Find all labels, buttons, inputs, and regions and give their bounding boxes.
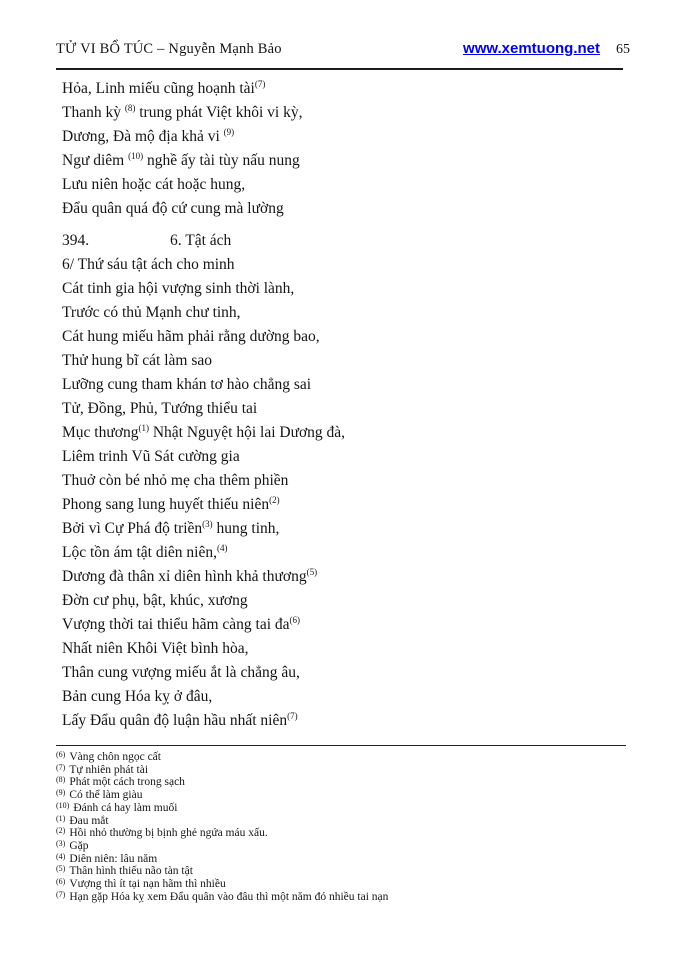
footnote-text: Có thể làm giàu <box>69 789 143 802</box>
page-number: 65 <box>616 42 630 57</box>
footnote-marker: (3) <box>56 838 66 848</box>
footnote-marker: (6) <box>56 750 66 759</box>
poem-body <box>62 77 646 733</box>
poem-line: Thanh kỳ $^{(8)}$ trung phát Việt khôi vi kỳ, <box>62 103 303 121</box>
poem-line: Bởi vì Cự Phá độ triền$^{(3)}$ hung tinh, <box>62 519 280 537</box>
poem-line: Thân cung vượng miếu ắt là chẳng âu, <box>62 664 300 681</box>
poem-line: Đờn cư phụ, bật, khúc, xương <box>62 592 248 609</box>
stanza-2 <box>62 253 646 733</box>
footnote-ref: (10) <box>128 151 144 161</box>
poem-line: Bản cung Hóa kỵ ở đâu, <box>62 688 213 705</box>
stanza-1 <box>62 77 646 221</box>
footnote-ref: (5) <box>306 567 318 577</box>
footnote-line <box>56 827 646 840</box>
footnote-text: Vàng chôn ngọc cất <box>69 751 161 763</box>
poem-line: Lưỡng cung tham khán tơ hào chẳng sai <box>62 376 312 393</box>
footnote-line <box>56 840 646 853</box>
section-number: 394. <box>62 232 90 249</box>
poem-line: Ngư diêm $^{(10)}$ nghề ấy tài tùy nấu nung <box>62 151 300 169</box>
footnote-line <box>56 764 646 777</box>
footnote-ref: (4) <box>216 543 228 553</box>
poem-line: Cát hung miếu hãm phải rằng dường bao, <box>62 328 320 345</box>
poem-line: Lấy Đẩu quân độ luận hầu nhất niên$^{(7)}$ <box>62 711 298 729</box>
section-heading <box>62 229 646 253</box>
poem-line: 6/ Thứ sáu tật ách cho minh <box>62 256 235 273</box>
poem-line: Nhất niên Khôi Việt bình hòa, <box>62 640 249 657</box>
poem-line: Lưu niên hoặc cát hoặc hung, <box>62 176 246 193</box>
poem-line: Mục thương$^{(1)}$ Nhật Nguyệt hội lai Dương đà, <box>62 423 346 441</box>
poem-line: Vượng thời tai thiểu hãm càng tai $đa^{(6)}$ <box>62 615 301 633</box>
footnote-line <box>56 853 646 866</box>
footnote-marker: (1) <box>56 813 66 823</box>
footnote-text: Đánh cá hay làm muối <box>73 801 178 814</box>
footnote-line <box>56 789 646 802</box>
footnote-ref: (7) <box>254 79 266 89</box>
website-link[interactable]: www.xemtuong.net <box>463 40 600 57</box>
footnote-ref: (3) <box>202 519 213 529</box>
poem-line: Dương, Đà mộ địa khả vi $^{(9)}$ <box>62 127 235 145</box>
footnote-ref: (9) <box>223 127 235 137</box>
header-divider <box>56 68 623 70</box>
poem-line: Tử, Đồng, Phủ, Tướng thiểu tai <box>62 400 258 417</box>
poem-line: Thuở còn bé nhỏ mẹ cha thêm phiền <box>62 472 289 489</box>
footnote-text: Tự nhiên phát tài <box>69 763 149 776</box>
book-title: TỬ VI BỔ TÚC – Nguyễn Mạnh Bảo <box>56 41 282 57</box>
footnotes-block <box>56 751 646 903</box>
poem-line: Hỏa, Linh miếu cũng hoạnh tài$^{(7)}$ <box>62 79 266 97</box>
footnote-ref: (2) <box>269 495 280 505</box>
footnote-ref: (7) <box>287 711 298 721</box>
header-right <box>463 40 630 58</box>
footnote-marker: (7) <box>56 762 66 772</box>
footnote-marker: (4) <box>56 851 66 861</box>
footnote-text: Hồi nhỏ thường bị bịnh ghẻ ngứa máu xấu. <box>69 827 268 840</box>
footnote-text: Phát một cách trong sạch <box>69 776 185 789</box>
poem-line: Lộc tồn ám tật diên niên,$^{(4)}$ <box>62 543 228 561</box>
poem-line: Đẩu quân quá độ cứ cung mà lường <box>62 200 284 217</box>
footnote-line <box>56 878 646 891</box>
poem-line: Dương đà thân xỉ diên hình khả thương$^{(5)}$ <box>62 567 318 585</box>
poem-line: Liêm trinh Vũ Sát cường gia <box>62 448 240 465</box>
poem-line: Trước có thủ Mạnh chư tinh, <box>62 304 241 321</box>
footnote-line <box>56 865 646 878</box>
footnote-line <box>56 802 646 815</box>
footnote-text: Gặp <box>69 839 89 852</box>
poem-line: Thử hung bĩ cát làm sao <box>62 352 213 369</box>
footnote-ref: (6) <box>289 615 301 625</box>
footnote-marker: (6) <box>56 877 66 887</box>
footnote-text: Vượng thì ít tại nạn hãm thì nhiều <box>69 878 226 891</box>
page-header <box>56 40 630 58</box>
footnote-marker: (2) <box>56 826 66 836</box>
footnote-ref: (8) <box>124 103 136 113</box>
footnote-line <box>56 891 646 904</box>
footnote-marker: (8) <box>56 775 66 785</box>
footnote-marker: (5) <box>56 864 66 874</box>
section-title: 6. Tật ách <box>170 232 232 249</box>
footnote-marker: (10) <box>56 800 70 810</box>
poem-line: Cát tinh gia hội vượng sinh thời lành, <box>62 280 295 297</box>
footnote-marker: (7) <box>56 889 66 899</box>
poem-line: Phong sang lung huyết thiếu niên$^{(2)}$ <box>62 495 280 513</box>
footnote-line <box>56 751 646 764</box>
footnote-ref: (1) <box>138 423 149 433</box>
footnote-text: Hạn gặp Hóa kỵ xem Đẩu quân vào đâu thì một năm đó nhiều tai nạn <box>69 890 389 903</box>
footnote-text: Thân hình thiếu não tàn tật <box>69 865 193 878</box>
footnote-divider <box>56 745 626 746</box>
footnote-text: Đau mắt <box>69 814 109 827</box>
footnote-marker: (9) <box>56 788 66 798</box>
footnote-text: Diên niên: lâu năm <box>69 852 158 865</box>
footnote-line <box>56 815 646 828</box>
footnote-line <box>56 776 646 789</box>
